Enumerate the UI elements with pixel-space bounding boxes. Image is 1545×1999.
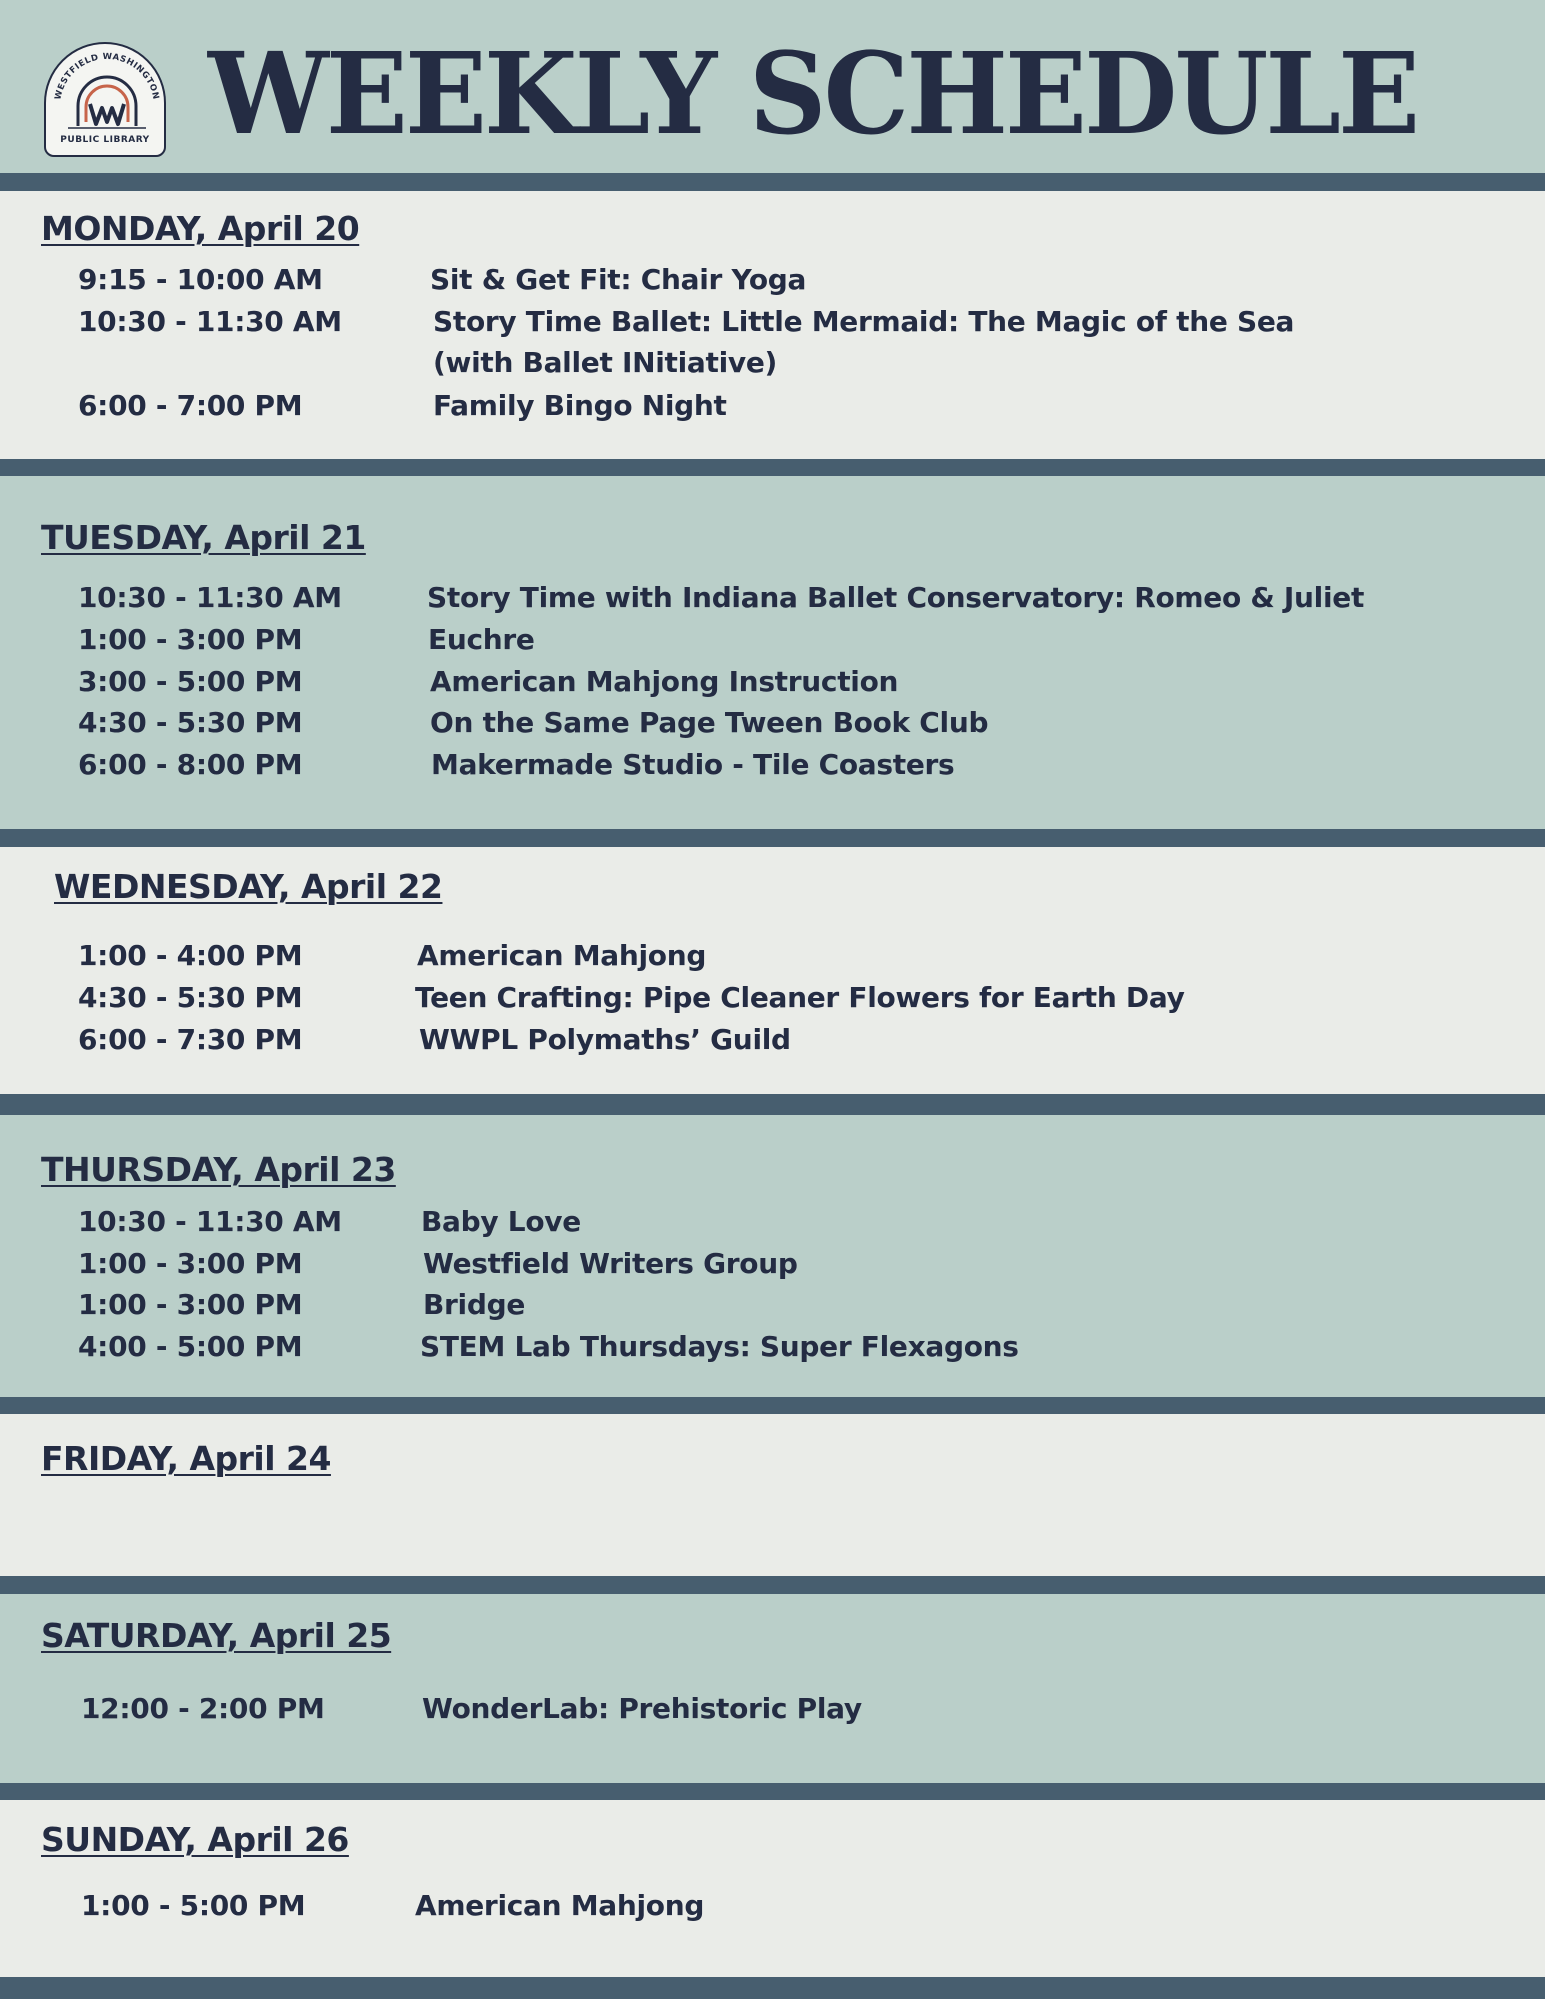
event-title: WonderLab: Prehistoric Play (422, 1692, 862, 1725)
day-heading: SUNDAY, April 26 (41, 1820, 349, 1859)
day-section-monday (0, 191, 1545, 459)
divider-bar (0, 459, 1545, 476)
logo-bottom-text: PUBLIC LIBRARY (60, 135, 150, 145)
event-title: Baby Love (421, 1205, 581, 1238)
divider-bar (0, 1397, 1545, 1414)
day-section-tuesday (0, 476, 1545, 829)
event-time: 12:00 - 2:00 PM (81, 1692, 325, 1725)
event-time: 3:00 - 5:00 PM (78, 665, 303, 698)
event-title: Story Time Ballet: Little Mermaid: The Magic of the Sea (433, 305, 1295, 338)
day-heading: WEDNESDAY, April 22 (54, 867, 443, 906)
event-time: 1:00 - 5:00 PM (81, 1889, 306, 1922)
event-title: American Mahjong (417, 939, 707, 972)
event-title: On the Same Page Tween Book Club (430, 706, 989, 739)
event-time: 6:00 - 7:00 PM (78, 389, 303, 422)
event-time: 9:15 - 10:00 AM (78, 263, 323, 296)
event-title: Euchre (428, 623, 535, 656)
divider-bar (0, 1783, 1545, 1800)
event-time: 1:00 - 3:00 PM (78, 623, 303, 656)
event-title: American Mahjong Instruction (430, 665, 899, 698)
logo-arc-text: WESTFIELD WASHINGTON (53, 51, 161, 101)
day-section-sunday (0, 1800, 1545, 1977)
event-title: Bridge (423, 1288, 526, 1321)
event-time: 1:00 - 3:00 PM (78, 1288, 303, 1321)
day-section-thursday (0, 1115, 1545, 1397)
event-time: 6:00 - 7:30 PM (78, 1023, 303, 1056)
divider-bar (0, 829, 1545, 847)
event-title: American Mahjong (415, 1889, 705, 1922)
event-title-continued: (with Ballet INitiative) (433, 346, 778, 379)
day-heading: FRIDAY, April 24 (41, 1439, 331, 1478)
header (0, 0, 1545, 173)
day-heading: THURSDAY, April 23 (41, 1150, 396, 1189)
event-title: Makermade Studio - Tile Coasters (431, 748, 955, 781)
day-heading: MONDAY, April 20 (41, 209, 360, 248)
event-title: Story Time with Indiana Ballet Conservatory: Romeo & Juliet (427, 581, 1365, 614)
day-section-saturday (0, 1594, 1545, 1783)
event-title: Family Bingo Night (433, 389, 727, 422)
day-section-wednesday (0, 847, 1545, 1094)
library-logo (44, 42, 166, 157)
event-time: 10:30 - 11:30 AM (78, 1205, 342, 1238)
divider-bar (0, 1977, 1545, 1999)
event-time: 4:00 - 5:00 PM (78, 1330, 303, 1363)
event-time: 4:30 - 5:30 PM (78, 981, 303, 1014)
divider-bar (0, 1576, 1545, 1594)
day-heading: TUESDAY, April 21 (41, 518, 366, 557)
event-time: 10:30 - 11:30 AM (78, 305, 342, 338)
event-title: Westfield Writers Group (423, 1247, 798, 1280)
event-time: 4:30 - 5:30 PM (78, 706, 303, 739)
event-title: Sit & Get Fit: Chair Yoga (430, 263, 807, 296)
event-title: Teen Crafting: Pipe Cleaner Flowers for Earth Day (415, 981, 1185, 1014)
event-title: STEM Lab Thursdays: Super Flexagons (420, 1330, 1019, 1363)
divider-bar (0, 173, 1545, 191)
event-time: 6:00 - 8:00 PM (78, 748, 303, 781)
day-heading: SATURDAY, April 25 (41, 1616, 392, 1655)
event-title: WWPL Polymaths’ Guild (419, 1023, 791, 1056)
event-time: 10:30 - 11:30 AM (78, 581, 342, 614)
page-title: WEEKLY SCHEDULE (208, 29, 1418, 160)
day-section-friday (0, 1414, 1545, 1576)
event-time: 1:00 - 3:00 PM (78, 1247, 303, 1280)
event-time: 1:00 - 4:00 PM (78, 939, 303, 972)
divider-bar (0, 1094, 1545, 1115)
